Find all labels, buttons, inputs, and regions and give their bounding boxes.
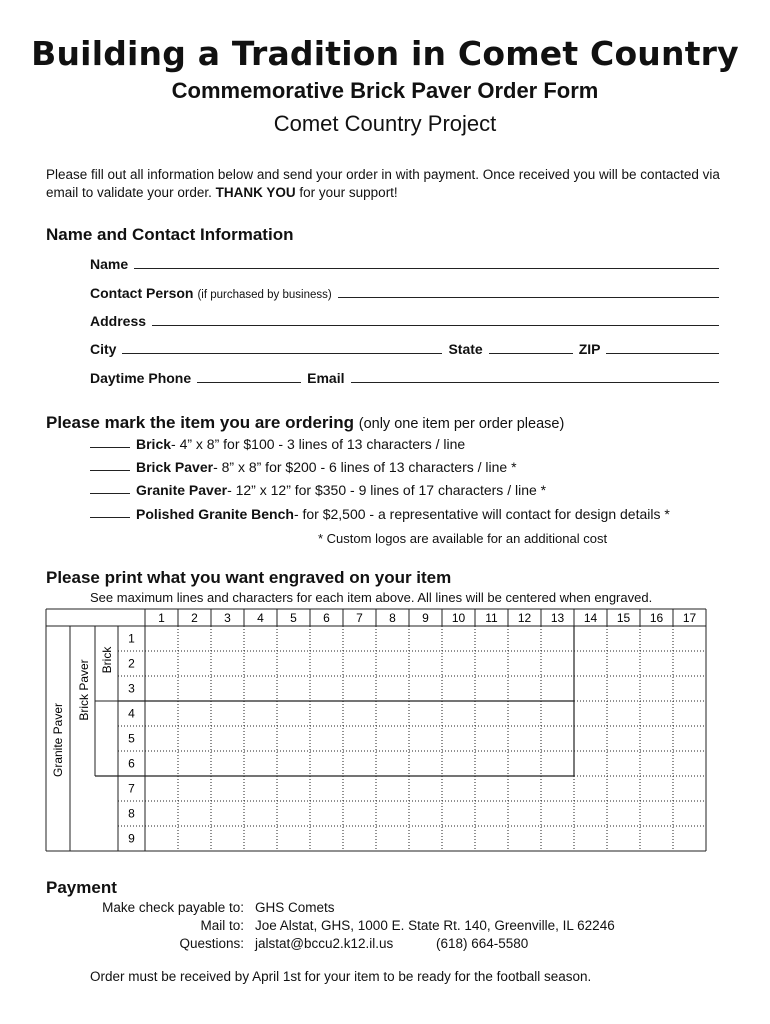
grid-col-label: 16 bbox=[649, 611, 664, 625]
payable-label: Make check payable to: bbox=[102, 900, 244, 915]
grid-row-label: 5 bbox=[128, 731, 135, 746]
mail-value: Joe Alstat, GHS, 1000 E. State Rt. 140, Greenville, IL 62246 bbox=[255, 918, 615, 933]
mail-label: Mail to: bbox=[200, 918, 244, 933]
item-name: Granite Paver bbox=[136, 482, 228, 498]
grid-row-label: 2 bbox=[128, 656, 135, 671]
grid-row-label: 9 bbox=[128, 831, 135, 846]
grid-col-label: 3 bbox=[224, 611, 231, 625]
item-desc: - 4” x 8” for $100 - 3 lines of 13 characters / line bbox=[171, 436, 466, 452]
contact-person-label: Contact Person bbox=[90, 285, 194, 301]
items-heading-text: Please mark the item you are ordering bbox=[46, 413, 355, 432]
grid-col-label: 2 bbox=[191, 611, 198, 625]
grid-row-label: 8 bbox=[128, 806, 135, 821]
grid-row-label: 1 bbox=[128, 631, 135, 646]
intro-tail: for your support! bbox=[299, 185, 398, 200]
grid-col-label: 7 bbox=[356, 611, 363, 625]
item-desc: - 12” x 12” for $350 - 9 lines of 17 characters / line * bbox=[227, 482, 547, 498]
item-name: Polished Granite Bench bbox=[136, 506, 294, 522]
label-brick-paver: Brick Paver bbox=[77, 659, 91, 721]
custom-logo-note: * Custom logos are available for an additional cost bbox=[318, 531, 608, 546]
payment-heading: Payment bbox=[46, 878, 117, 897]
address-label: Address bbox=[90, 313, 147, 329]
grid-col-label: 11 bbox=[485, 611, 498, 625]
grid-col-label: 5 bbox=[290, 611, 297, 625]
city-label: City bbox=[90, 341, 117, 357]
questions-phone: (618) 664-5580 bbox=[436, 936, 529, 951]
zip-label: ZIP bbox=[578, 341, 601, 357]
grid-row-label: 7 bbox=[128, 781, 135, 796]
grid-col-label: 14 bbox=[583, 611, 598, 625]
grid-col-label: 9 bbox=[422, 611, 429, 625]
item-desc: - 8” x 8” for $200 - 6 lines of 13 characters / line * bbox=[213, 459, 517, 475]
questions-label: Questions: bbox=[179, 936, 244, 951]
grid-col-label: 8 bbox=[389, 611, 396, 625]
state-label: State bbox=[448, 341, 483, 357]
grid-col-label: 4 bbox=[257, 611, 264, 625]
label-granite-paver: Granite Paver bbox=[51, 702, 65, 778]
contact-person-note: (if purchased by business) bbox=[197, 289, 332, 301]
payable-value: GHS Comets bbox=[255, 900, 335, 915]
grid-row-label: 4 bbox=[128, 706, 135, 721]
grid-row-label: 6 bbox=[128, 756, 135, 771]
grid-col-label: 10 bbox=[451, 611, 466, 625]
engrave-heading: Please print what you want engraved on your item bbox=[46, 568, 452, 587]
grid-col-label: 1 bbox=[158, 611, 165, 625]
items-heading-note: (only one item per order please) bbox=[358, 416, 565, 432]
grid-col-label: 15 bbox=[616, 611, 631, 625]
form-title: Building a Tradition in Comet Country bbox=[31, 34, 739, 73]
item-name: Brick Paver bbox=[136, 459, 214, 475]
grid-col-label: 17 bbox=[682, 611, 697, 625]
name-label: Name bbox=[90, 256, 129, 272]
intro-body: Please fill out all information below and send your order in with payment. Once received you will be contacted via email to validate your order. bbox=[46, 167, 720, 200]
phone-label: Daytime Phone bbox=[90, 370, 192, 386]
grid-row-label: 3 bbox=[128, 681, 135, 696]
contact-heading: Name and Contact Information bbox=[46, 225, 294, 244]
engrave-instructions: See maximum lines and characters for each item above. All lines will be centered when engraved. bbox=[90, 590, 653, 605]
item-name: Brick bbox=[136, 436, 172, 452]
email-label: Email bbox=[307, 370, 345, 386]
intro-thanks: THANK YOU bbox=[215, 185, 296, 200]
form-subtitle: Commemorative Brick Paver Order Form bbox=[171, 78, 599, 103]
questions-email: jalstat@bccu2.k12.il.us bbox=[255, 936, 394, 951]
item-desc: - for $2,500 - a representative will contact for design details * bbox=[293, 506, 670, 522]
project-name: Comet Country Project bbox=[273, 111, 497, 136]
grid-col-label: 6 bbox=[323, 611, 330, 625]
grid-col-label: 12 bbox=[517, 611, 532, 625]
grid-col-label: 13 bbox=[550, 611, 565, 625]
label-brick: Brick bbox=[100, 646, 114, 674]
order-deadline-note: Order must be received by April 1st for your item to be ready for the football season. bbox=[90, 969, 592, 984]
